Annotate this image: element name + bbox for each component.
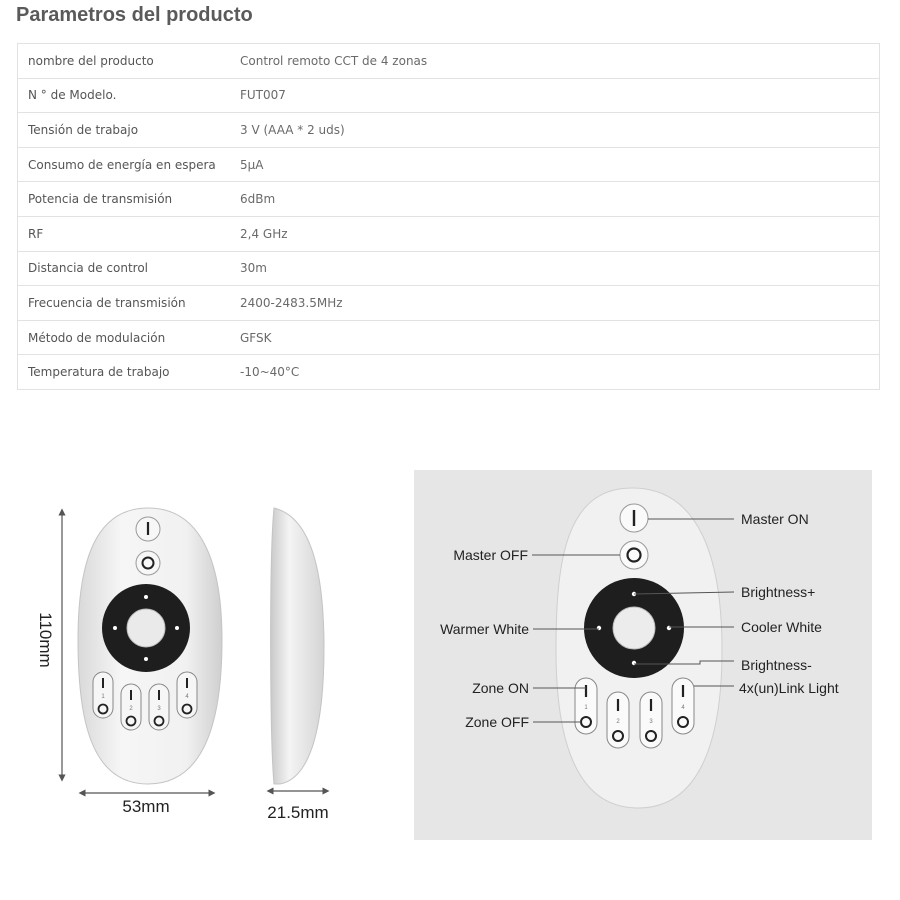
zone-number: 1 — [584, 705, 588, 711]
depth-dimension-label: 21.5mm — [267, 803, 329, 822]
spec-value: 2,4 GHz — [230, 216, 880, 251]
callout-brightness-down: Brightness- — [741, 657, 812, 673]
callout-zone-off: Zone OFF — [465, 714, 529, 730]
spec-value: 5μA — [230, 147, 880, 182]
height-dimension-label: 110mm — [36, 612, 55, 668]
zone-button-3 — [149, 684, 169, 730]
table-row — [18, 182, 880, 217]
zone-number: 2 — [616, 719, 620, 725]
spec-label: Frecuencia de transmisión — [18, 286, 231, 321]
spec-label: nombre del producto — [18, 44, 231, 79]
callout-brightness-up: Brightness+ — [741, 584, 816, 600]
spec-label: Consumo de energía en espera — [18, 147, 231, 182]
zone-button-2 — [607, 692, 629, 748]
zone-button-1 — [575, 678, 597, 734]
spec-value: Control remoto CCT de 4 zonas — [230, 44, 880, 79]
callout-link-light: 4x(un)Link Light — [739, 680, 839, 696]
callout-zone-on: Zone ON — [472, 680, 529, 696]
spec-value: 6dBm — [230, 182, 880, 217]
table-row — [18, 216, 880, 251]
spec-label: RF — [18, 216, 231, 251]
spec-label: Método de modulación — [18, 320, 231, 355]
zone-button-2 — [121, 684, 141, 730]
spec-label: Temperatura de trabajo — [18, 355, 231, 390]
zone-number: 3 — [649, 719, 653, 725]
spec-value: GFSK — [230, 320, 880, 355]
zone-number: 4 — [681, 705, 685, 711]
table-row — [18, 147, 880, 182]
zone-button-4 — [672, 678, 694, 734]
spec-value: FUT007 — [230, 78, 880, 113]
callout-master-on: Master ON — [741, 511, 809, 527]
remote-button-diagram — [414, 470, 872, 840]
zone-number: 3 — [157, 706, 161, 712]
zone-button-4 — [177, 672, 197, 718]
control-dial — [102, 584, 190, 672]
spec-label: Potencia de transmisión — [18, 182, 231, 217]
table-row — [18, 251, 880, 286]
zone-button-3 — [640, 692, 662, 748]
zone-button-1 — [93, 672, 113, 718]
master-on-button — [136, 517, 160, 541]
remote-front-view — [78, 508, 222, 784]
zone-number: 4 — [185, 694, 189, 700]
callout-master-off: Master OFF — [453, 547, 528, 563]
callout-warmer-white: Warmer White — [440, 621, 529, 637]
spec-value: -10~40°C — [230, 355, 880, 390]
callout-cooler-white: Cooler White — [741, 619, 822, 635]
spec-value: 30m — [230, 251, 880, 286]
table-row — [18, 286, 880, 321]
master-on-button — [620, 504, 648, 532]
remote-side-view — [271, 508, 324, 784]
table-row — [18, 113, 880, 148]
remote-dimension-figure — [0, 495, 400, 835]
spec-label: Tensión de trabajo — [18, 113, 231, 148]
table-row — [18, 355, 880, 390]
spec-table — [17, 43, 880, 390]
master-off-button — [136, 551, 160, 575]
master-off-button — [620, 541, 648, 569]
zone-number: 2 — [129, 706, 133, 712]
table-row — [18, 44, 880, 79]
width-dimension-label: 53mm — [122, 797, 170, 816]
spec-value: 2400-2483.5MHz — [230, 286, 880, 321]
spec-value: 3 V (AAA * 2 uds) — [230, 113, 880, 148]
spec-label: Distancia de control — [18, 251, 231, 286]
section-title: Parametros del producto — [16, 4, 253, 26]
zone-number: 1 — [101, 694, 105, 700]
table-row — [18, 320, 880, 355]
table-row — [18, 78, 880, 113]
spec-label: N ° de Modelo. — [18, 78, 231, 113]
